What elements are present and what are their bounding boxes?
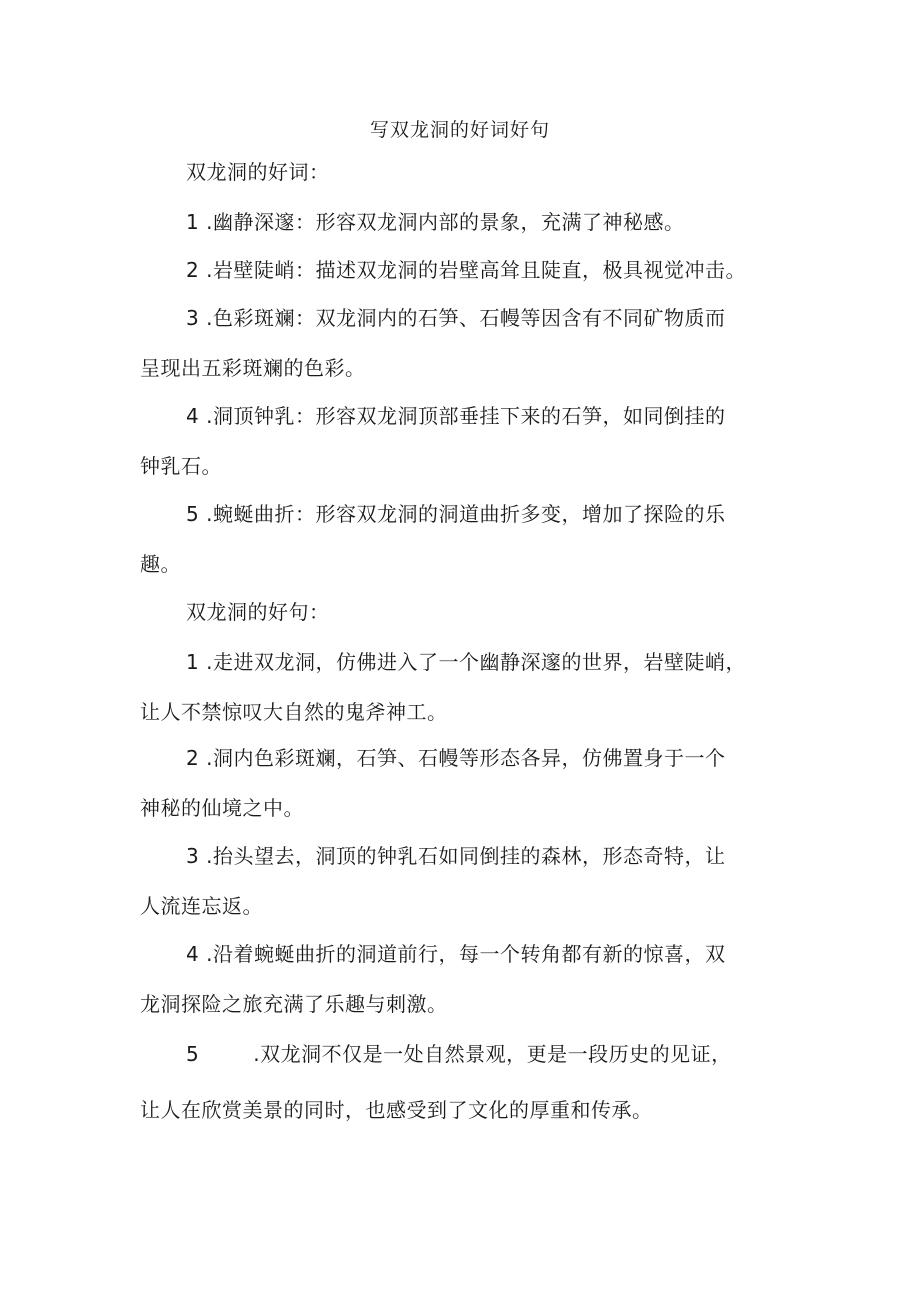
word-item-3-number: 3 (186, 306, 200, 330)
sentence-item-2-line-2: 神秘的仙境之中。 (140, 796, 304, 820)
sentence-item-3-line-1 (186, 842, 836, 870)
sentence-item-3-line-2: 人流连忘返。 (140, 894, 263, 918)
word-item-1-number: 1 (186, 210, 200, 234)
word-item-4-text: .洞顶钟乳：形容双龙洞顶部垂挂下来的石笋，如同倒挂的 (206, 404, 726, 428)
word-item-3-line-2: 呈现出五彩斑斓的色彩。 (140, 356, 366, 380)
sentence-item-4-line-1 (186, 940, 836, 968)
word-item-4-line-1 (186, 402, 836, 430)
word-item-2-text: .岩壁陡峭：描述双龙洞的岩壁高耸且陡直，极具视觉冲击。 (206, 258, 746, 282)
word-item-3-text: .色彩斑斓：双龙洞内的石笋、石幔等因含有不同矿物质而 (206, 306, 726, 330)
sentence-item-4-text: .沿着蜿蜒曲折的洞道前行，每一个转角都有新的惊喜，双 (206, 942, 726, 966)
sentence-item-1-line-2: 让人不禁惊叹大自然的鬼斧神工。 (140, 700, 448, 724)
word-item-5-number: 5 (186, 502, 200, 526)
sentence-item-4-line-2: 龙洞探险之旅充满了乐趣与刺激。 (140, 992, 448, 1016)
sentence-item-2-text: .洞内色彩斑斓，石笋、石幔等形态各异，仿佛置身于一个 (206, 746, 726, 770)
sentence-item-5-line-1 (186, 1040, 836, 1068)
word-item-5-line-2: 趣。 (140, 552, 181, 576)
sentence-item-5-line-2: 让人在欣赏美景的同时，也感受到了文化的厚重和传承。 (140, 1098, 653, 1122)
sentence-item-2-number: 2 (186, 746, 200, 770)
sentence-item-1-line-1 (186, 648, 836, 676)
word-item-2-number: 2 (186, 258, 200, 282)
word-item-4-number: 4 (186, 404, 200, 428)
sentence-item-5-number: 5 (186, 1042, 200, 1066)
sentence-item-3-number: 3 (186, 844, 200, 868)
sentence-item-4-number: 4 (186, 942, 200, 966)
word-item-1-text: .幽静深邃：形容双龙洞内部的景象，充满了神秘感。 (206, 210, 685, 234)
sentence-item-2-line-1 (186, 744, 836, 772)
word-item-5-text: .蜿蜒曲折：形容双龙洞的洞道曲折多变，增加了探险的乐 (206, 502, 726, 526)
sentence-item-5-text: .双龙洞不仅是一处自然景观，更是一段历史的见证， (253, 1042, 732, 1066)
word-item-4-line-2: 钟乳石。 (140, 454, 222, 478)
sentence-item-1-text: .走进双龙洞，仿佛进入了一个幽静深邃的世界，岩壁陡峭， (206, 650, 746, 674)
word-item-1-line-1 (186, 208, 836, 236)
document-title: 写双龙洞的好词好句 (369, 119, 550, 141)
sentences-heading: 双龙洞的好句： (186, 600, 330, 624)
word-item-5-line-1 (186, 500, 836, 528)
words-heading: 双龙洞的好词： (186, 160, 330, 184)
word-item-2-line-1 (186, 256, 836, 284)
word-item-3-line-1 (186, 304, 836, 332)
sentence-item-1-number: 1 (186, 650, 200, 674)
sentence-item-3-text: .抬头望去，洞顶的钟乳石如同倒挂的森林，形态奇特，让 (206, 844, 726, 868)
